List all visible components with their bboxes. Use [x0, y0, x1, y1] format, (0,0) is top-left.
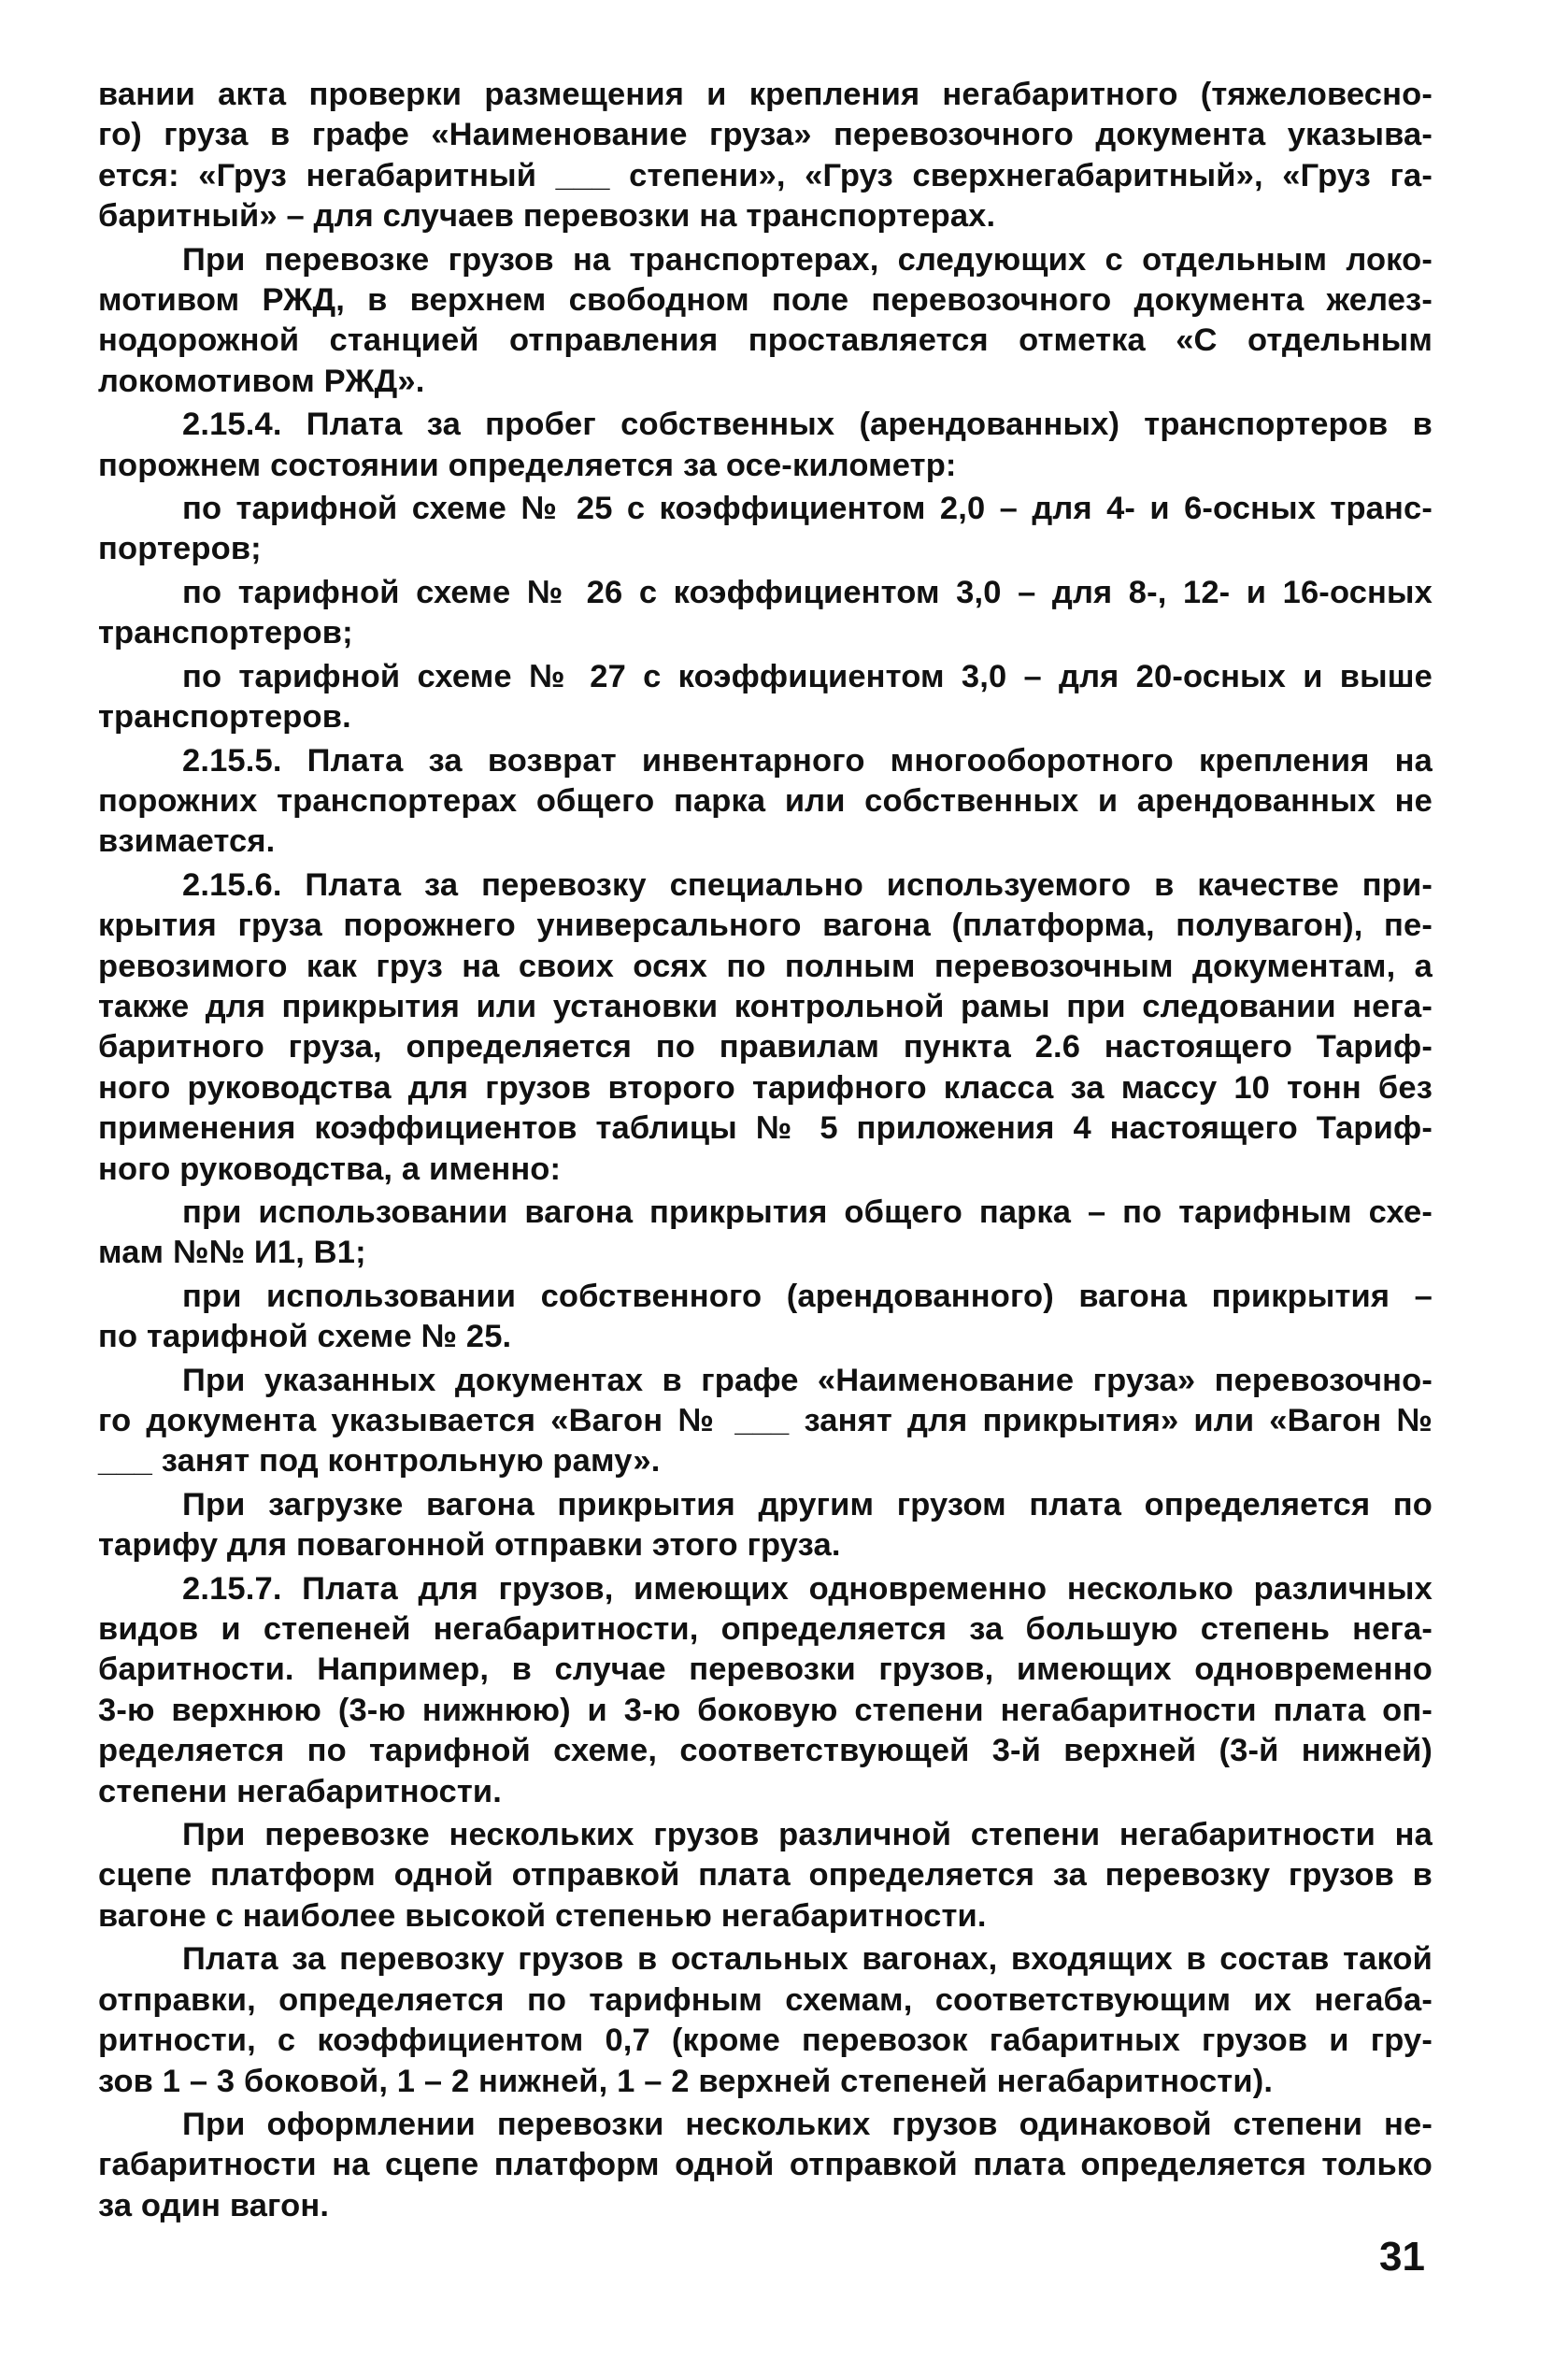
text-line: 3-ю верхнюю (3-ю нижнюю) и 3-ю боковую степени негабаритности плата оп- — [98, 1692, 1433, 1728]
text-line: баритности. Например, в случае перевозки грузов, имеющих одновременно — [98, 1651, 1433, 1688]
text-line: При указанных документах в графе «Наименование груза» перевозочно- — [182, 1362, 1433, 1398]
paragraph — [98, 865, 1433, 1190]
paragraph — [98, 573, 1433, 654]
paragraph — [98, 240, 1433, 403]
paragraph — [98, 1485, 1433, 1566]
text-line: порожних транспортерах общего парка или собственных и арендованных не — [98, 782, 1433, 819]
text-line: по тарифной схеме № 27 с коэффициентом 3,0 – для 20-осных и выше — [182, 658, 1433, 694]
paragraph — [98, 1193, 1433, 1274]
text-line: вании акта проверки размещения и крепления негабаритного (тяжеловесно- — [98, 77, 1433, 112]
text-line: ется: «Груз негабаритный ___ степени», «Груз сверхнегабаритный», «Груз га- — [98, 157, 1433, 193]
text-line: 2.15.7. Плата для грузов, имеющих одновременно несколько различных — [182, 1570, 1433, 1607]
text-line: нодорожной станцией отправления проставляется отметка «С отдельным — [98, 322, 1433, 359]
text-line: взимается. — [98, 823, 276, 860]
text-line: го) груза в графе «Наименование груза» перевозочного документа указыва- — [98, 117, 1433, 153]
text-line: степени негабаритности. — [98, 1773, 502, 1809]
text-line: сцепе платформ одной отправкой плата определяется за перевозку грузов в — [98, 1857, 1433, 1894]
text-line: При оформлении перевозки нескольких грузов одинаковой степени не- — [182, 2106, 1433, 2142]
paragraph — [98, 405, 1433, 486]
text-line: ного руководства, а именно: — [98, 1151, 562, 1187]
text-line: при использовании собственного (арендованного) вагона прикрытия – — [182, 1278, 1433, 1314]
text-line: При перевозке грузов на транспортерах, следующих с отдельным локо- — [182, 241, 1433, 278]
text-line: транспортеров; — [98, 615, 353, 651]
text-line: габаритности на сцепе платформ одной отправкой плата определяется только — [98, 2147, 1433, 2183]
text-line: баритный» – для случаев перевозки на транспортерах. — [98, 198, 996, 235]
text-line: локомотивом РЖД». — [98, 363, 425, 399]
paragraph — [98, 1815, 1433, 1937]
text-line: порожнем состоянии определяется за осе-километр: — [98, 447, 957, 483]
page-number: 31 — [1379, 2234, 1425, 2280]
text-line: тарифу для повагонной отправки этого груза. — [98, 1527, 841, 1564]
text-line: крытия груза порожнего универсального вагона (платформа, полувагон), пе- — [98, 908, 1433, 944]
text-line: ного руководства для грузов второго тарифного класса за массу 10 тонн без — [98, 1069, 1433, 1106]
paragraph — [98, 489, 1433, 570]
text-line: ределяется по тарифной схеме, соответствующей 3-й верхней (3-й нижней) — [98, 1733, 1433, 1769]
paragraph — [98, 657, 1433, 738]
text-line: го документа указывается «Вагон № ___ занят для прикрытия» или «Вагон № — [98, 1403, 1433, 1438]
text-line: портеров; — [98, 531, 262, 567]
paragraph — [98, 75, 1433, 237]
document-page — [98, 75, 1433, 2229]
text-line: применения коэффициентов таблицы № 5 приложения 4 настоящего Тариф- — [98, 1110, 1433, 1147]
paragraph — [98, 2105, 1433, 2226]
text-line: При загрузке вагона прикрытия другим грузом плата определяется по — [182, 1486, 1433, 1522]
paragraph — [98, 1277, 1433, 1358]
text-line: Плата за перевозку грузов в остальных вагонах, входящих в состав такой — [182, 1941, 1433, 1978]
text-line: за один вагон. — [98, 2187, 330, 2223]
text-line: ___ занят под контрольную раму». — [98, 1443, 661, 1480]
text-line: видов и степеней негабаритности, определяется за большую степень нега- — [98, 1611, 1433, 1648]
text-line: вагоне с наиболее высокой степенью негабаритности. — [98, 1897, 987, 1934]
paragraph — [98, 1569, 1433, 1812]
text-line: 2.15.6. Плата за перевозку специально используемого в качестве при- — [182, 866, 1433, 903]
text-line: 2.15.5. Плата за возврат инвентарного многооборотного крепления на — [182, 742, 1433, 779]
text-line: по тарифной схеме № 26 с коэффициентом 3,0 – для 8-, 12- и 16-осных — [182, 574, 1433, 610]
text-line: отправки, определяется по тарифным схемам, соответствующим их негаба- — [98, 1981, 1433, 2018]
text-line: при использовании вагона прикрытия общего парка – по тарифным схе- — [182, 1194, 1433, 1230]
text-line: транспортеров. — [98, 699, 351, 736]
paragraph — [98, 1939, 1433, 2102]
text-line: зов 1 – 3 боковой, 1 – 2 нижней, 1 – 2 верхней степеней негабаритности). — [98, 2063, 1274, 2099]
text-line: При перевозке нескольких грузов различной степени негабаритности на — [182, 1817, 1433, 1853]
text-line: по тарифной схеме № 25. — [98, 1319, 512, 1355]
paragraph — [98, 741, 1433, 863]
text-line: мам №№ И1, В1; — [98, 1235, 366, 1271]
text-line: ревозимого как груз на своих осях по полным перевозочным документам, а — [98, 948, 1433, 984]
text-line: баритного груза, определяется по правилам пункта 2.6 настоящего Тариф- — [98, 1029, 1433, 1065]
text-line: также для прикрытия или установки контрольной рамы при следовании нега- — [98, 988, 1433, 1024]
paragraph — [98, 1361, 1433, 1482]
text-line: мотивом РЖД, в верхнем свободном поле перевозочного документа желез- — [98, 282, 1433, 319]
text-line: 2.15.4. Плата за пробег собственных (арендованных) транспортеров в — [182, 407, 1433, 443]
text-line: по тарифной схеме № 25 с коэффициентом 2,0 – для 4- и 6-осных транс- — [182, 491, 1433, 527]
text-line: ритности, с коэффициентом 0,7 (кроме перевозок габаритных грузов и гру- — [98, 2023, 1433, 2059]
